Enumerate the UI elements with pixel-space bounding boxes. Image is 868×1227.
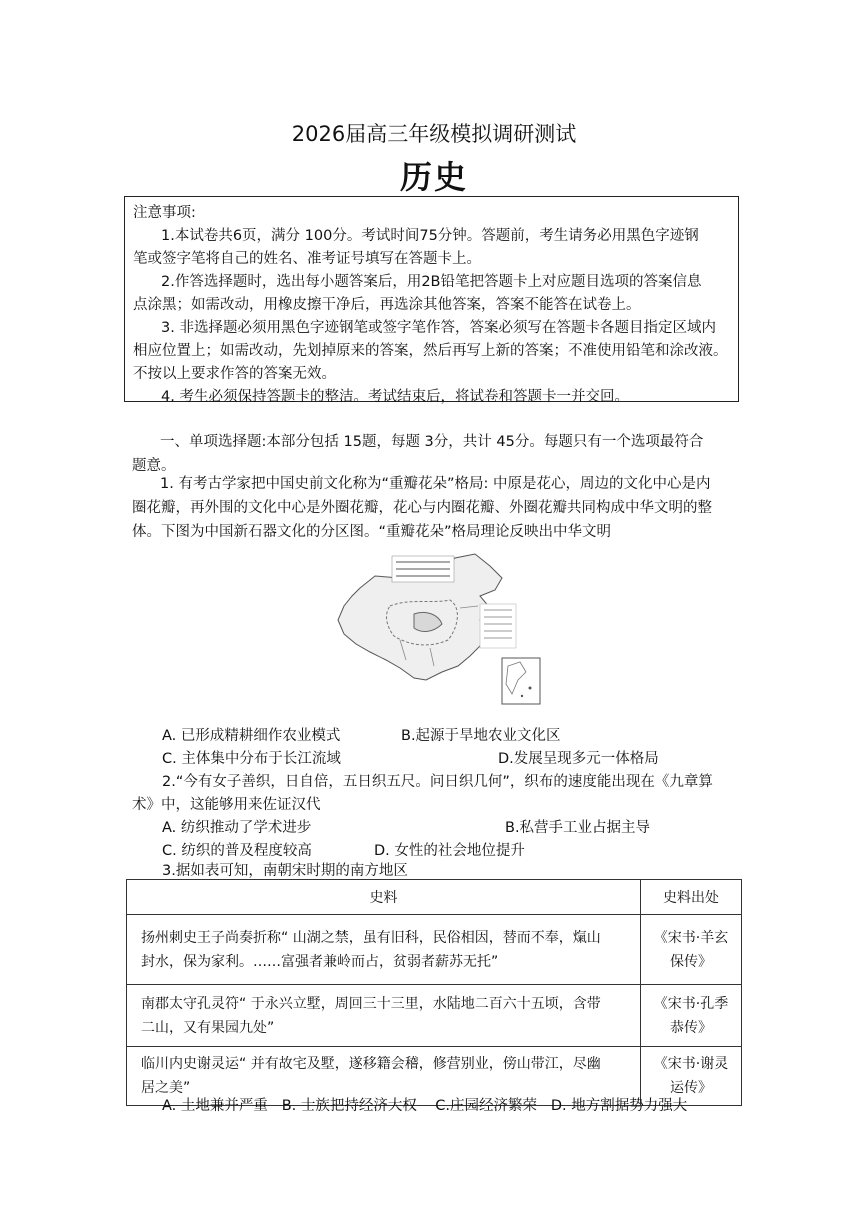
- q2-option-b: B.私营手工业占据主导: [505, 820, 651, 836]
- row-3-source-line-1: 《宋书·谢灵: [653, 1056, 729, 1072]
- row-3-text-line-1: 临川内史谢灵运“ 并有故宅及墅，遂移籍会稽，修营别业，傍山带江，尽幽: [141, 1056, 601, 1072]
- row-1-text-line-2: 封水，保为家利。……富强者兼岭而占，贫弱者薪苏无托”: [141, 953, 499, 970]
- notice-item-2-line-2: 点涂黑；如需改动，用橡皮擦干净后，再选涂其他答案，答案不能答在试卷上。: [133, 297, 641, 313]
- q2-line-1: 2.“今有女子善织，日自倍，五日织五尺。问日织几何”，织布的速度能出现在《九章算: [162, 774, 713, 790]
- neolithic-culture-map: [330, 548, 545, 706]
- q1-line-1: 1. 有考古学家把中国史前文化称为“重瓣花朵”格局: 中原是花心，周边的文化中心是内: [160, 476, 711, 492]
- q1-option-b: B.起源于旱地农业文化区: [401, 728, 561, 744]
- row-1-source-line-2: 保传》: [670, 953, 712, 970]
- row-3-source-line-2: 运传》: [670, 1080, 712, 1096]
- q1-option-c: C. 主体集中分布于长江流域: [162, 751, 341, 767]
- table-header-row: [127, 880, 742, 915]
- source-origin-cell: [641, 915, 742, 985]
- row-3-text-line-2: 居之美”: [141, 1080, 191, 1096]
- q2-option-c: C. 纺织的普及程度较高: [162, 843, 312, 859]
- q1-option-d: D.发展呈现多元一体格局: [498, 751, 659, 767]
- row-1-text-line-1: 扬州刺史王子尚奏折称“ 山湖之禁，虽有旧科，民俗相因，替而不奉，熂山: [141, 929, 601, 946]
- row-2-source-line-1: 《宋书·孔季: [653, 995, 729, 1012]
- header-source-text: 史料: [127, 880, 641, 915]
- q2-line-2: 术》中，这能够用来佐证汉代: [132, 797, 321, 813]
- section-heading: [132, 430, 742, 478]
- question-1-stem: [132, 472, 742, 544]
- table-row: [127, 915, 742, 985]
- q2-option-a: A. 纺织推动了学术进步: [162, 820, 312, 836]
- notice-item-3-line-1: 3. 非选择题必须用黑色字迹钢笔或签字笔作答，答案必须写在答题卡各题目指定区域内: [161, 320, 716, 336]
- notice-item-4: 4. 考生必须保持答题卡的整洁。考试结束后，将试卷和答题卡一并交回。: [161, 389, 629, 405]
- historical-sources-table: [126, 879, 742, 1106]
- row-1-source-line-1: 《宋书·羊玄: [653, 929, 729, 946]
- table-row: [127, 985, 742, 1047]
- notice-item-1-line-1: 1.本试卷共6页，满分 100分。考试时间75分钟。答题前，考生请务必用黑色字迹钢: [161, 228, 699, 244]
- section-line-1: 一、单项选择题:本部分包括 15题，每题 3分，共计 45分。每题只有一个选项最符合: [160, 434, 704, 450]
- q1-option-a: A. 已形成精耕细作农业模式: [162, 728, 341, 744]
- row-2-text-line-2: 二山，又有果园九处”: [141, 1019, 275, 1036]
- header-source-origin: 史料出处: [641, 880, 742, 915]
- exam-title: 2026届高三年级模拟调研测试: [291, 122, 577, 146]
- notice-heading: 注意事项:: [133, 205, 196, 221]
- notice-box: [124, 196, 739, 405]
- notice-item-3-line-2: 相应位置上；如需改动，先划掉原来的答案，然后再写上新的答案；不准使用铅笔和涂改液。: [133, 343, 728, 359]
- source-text-cell: [127, 985, 641, 1047]
- q3-stem: 3.据如表可知，南朝宋时期的南方地区: [162, 863, 408, 879]
- section-line-2: 题意。: [132, 458, 176, 474]
- q1-line-3: 体。下图为中国新石器文化的分区图。“重瓣花朵”格局理论反映出中华文明: [132, 524, 612, 540]
- source-text-cell: [127, 915, 641, 985]
- notice-item-3-line-3: 不按以上要求作答的答案无效。: [133, 366, 336, 382]
- row-2-text-line-1: 南郡太守孔灵符“ 于永兴立墅，周回三十三里，水陆地二百六十五顷，含带: [141, 995, 601, 1012]
- notice-item-1-line-2: 笔或签字笔将自己的姓名、准考证号填写在答题卡上。: [133, 251, 481, 267]
- q1-line-2: 圈花瓣，再外围的文化中心是外圈花瓣，花心与内圈花瓣、外圈花瓣共同构成中华文明的整: [132, 500, 712, 516]
- notice-item-2-line-1: 2.作答选择题时，选出每小题答案后，用2B铅笔把答题卡上对应题目选项的答案信息: [161, 274, 702, 290]
- source-origin-cell: [641, 985, 742, 1047]
- q3-options: A. 土地兼并严重 B. 士族把持经济大权 C.庄园经济繁荣 D. 地方割据势力强大: [162, 1098, 688, 1114]
- q2-option-d: D. 女性的社会地位提升: [374, 843, 525, 859]
- china-map-icon: [330, 548, 545, 706]
- row-2-source-line-2: 恭传》: [670, 1019, 712, 1036]
- subject-title: 历史: [399, 158, 468, 196]
